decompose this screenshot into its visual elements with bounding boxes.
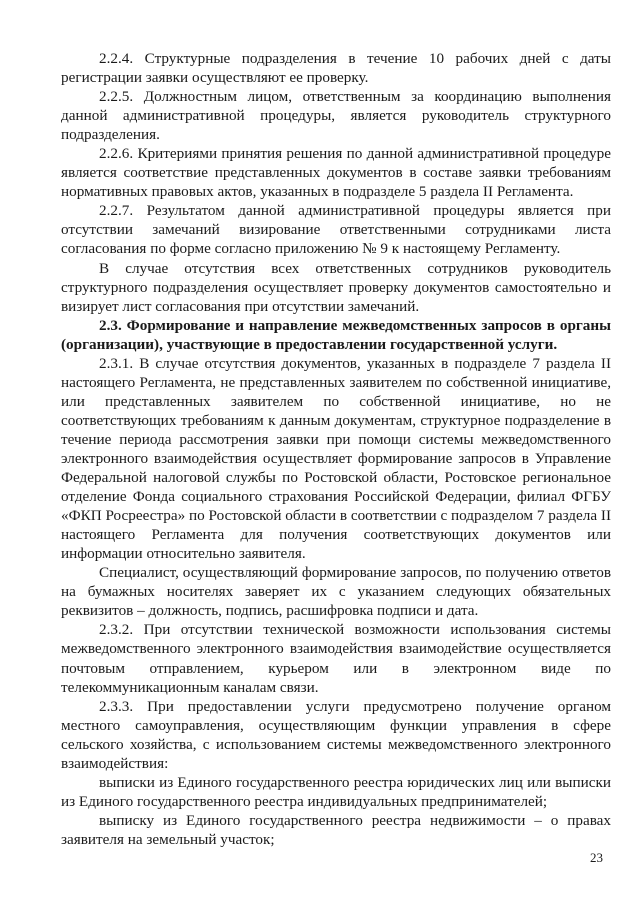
paragraph-absence-case: В случае отсутствия всех ответственных сотрудников руководитель структурного подразделения осуществляет проверку документов самостоятельно и визирует лист согласования при отсутствии замечаний.: [61, 259, 611, 315]
paragraph-2-3-3: 2.3.3. При предоставлении услуги предусмотрено получение органом местного самоуправления, осуществляющим функции управления в сфере сельского хозяйства, с использованием системы межведомственного электронного взаимодействия:: [61, 697, 611, 772]
paragraph-2-2-5: 2.2.5. Должностным лицом, ответственным за координацию выполнения данной административной процедуры, является руководитель структурного подразделения.: [61, 88, 611, 144]
paragraph-2-2-7: 2.2.7. Результатом данной административной процедуры является при отсутствии замечаний визирование ответственными сотрудниками листа согласования по форме согласно приложению № 9 к настоящему Регламенту.: [61, 202, 611, 258]
paragraph-2-2-4: 2.2.4. Структурные подразделения в течение 10 рабочих дней с даты регистрации заявки осуществляют ее проверку.: [61, 50, 611, 87]
paragraph-2-3-1: 2.3.1. В случае отсутствия документов, указанных в подразделе 7 раздела II настоящего Регламента, не представленных заявителем по собственной инициативе, или представленных заявителем по собственной инициативе, но не соответствующих требованиям к данным документам, структурное подразделение в течение периода рассмотрения заявки при помощи системы межведомственного электронного взаимодействия осуществляет формирование запросов в Управление Федеральной налоговой службы по Ростовской области, Ростовское региональное отделение Фонда социального страхования Российской Федерации, филиал ФГБУ «ФКП Росреестра» по Ростовской области в соответствии с подразделом 7 раздела II настоящего Регламента для получения соответствующих документов или информации относительно заявителя.: [61, 354, 611, 563]
section-heading-2-3: 2.3. Формирование и направление межведомственных запросов в органы (организации), участвующие в предоставлении государственной услуги.: [61, 316, 611, 353]
document-body: [61, 49, 611, 849]
paragraph-extract-real-estate: выписку из Единого государственного реестра недвижимости – о правах заявителя на земельный участок;: [61, 811, 611, 848]
paragraph-specialist: Специалист, осуществляющий формирование запросов, по получению ответов на бумажных носителях заверяет их с указанием следующих обязательных реквизитов – должность, подпись, расшифровка подписи и дата.: [61, 564, 611, 620]
page-number: 23: [590, 850, 603, 865]
paragraph-2-2-6: 2.2.6. Критериями принятия решения по данной административной процедуре является соответствие представленных документов в составе заявки требованиям нормативных правовых актов, указанных в подразделе 5 раздела II Регламента.: [61, 145, 611, 201]
paragraph-2-3-2: 2.3.2. При отсутствии технической возможности использования системы межведомственного электронного взаимодействия взаимодействие осуществляется почтовым отправлением, курьером или в электронном виде по телекоммуникационным каналам связи.: [61, 621, 611, 696]
paragraph-extract-legal-entities: выписки из Единого государственного реестра юридических лиц или выписки из Единого государственного реестра индивидуальных предпринимателей;: [61, 773, 611, 810]
